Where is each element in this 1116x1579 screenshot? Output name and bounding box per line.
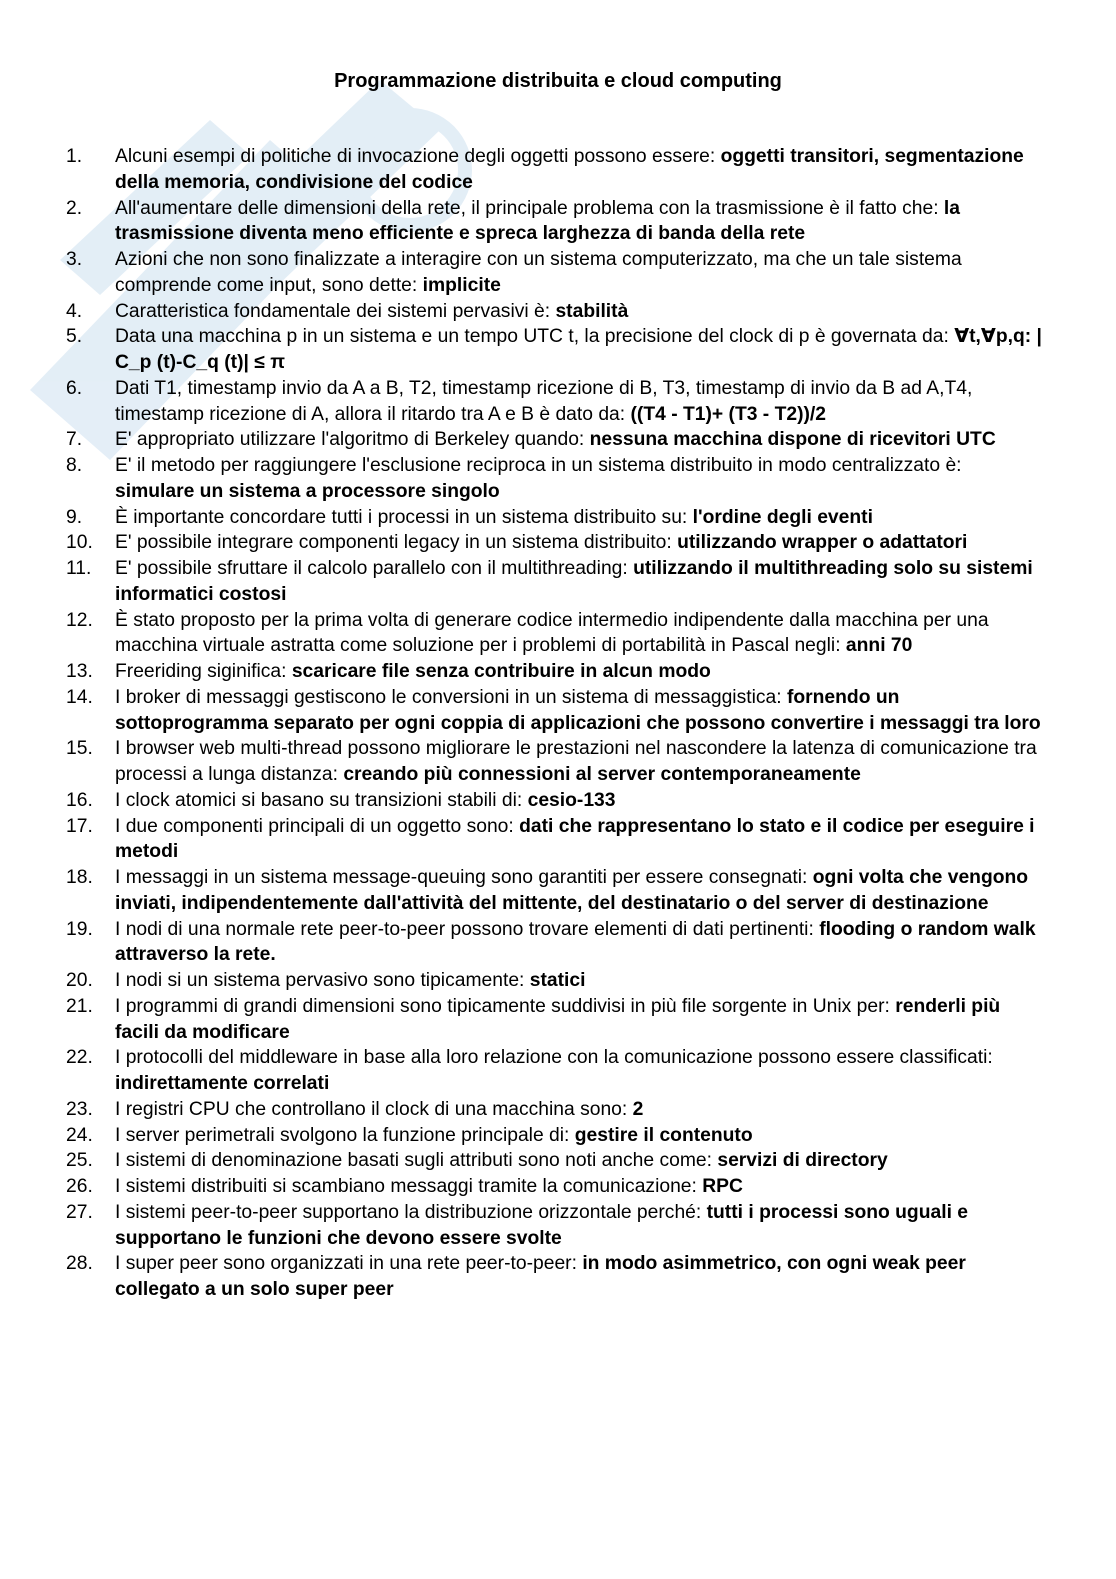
question-text: All'aumentare delle dimensioni della rete, il principale problema con la trasmissione è il fatto che: xyxy=(115,197,939,219)
question-number: 23. xyxy=(66,1098,93,1120)
answer-text: implicite xyxy=(422,274,501,296)
question-text: Freeriding siginifica: xyxy=(115,661,287,682)
question-item xyxy=(0,144,1116,196)
question-item xyxy=(0,556,1116,608)
question-item xyxy=(0,814,1116,866)
answer-text: fornendo un sottoprogramma separato per ogni coppia di applicazioni che possono convertire i messaggi tra loro xyxy=(115,686,1041,734)
question-text: I due componenti principali di un oggetto sono: xyxy=(115,815,514,837)
answer-text: flooding o random walk attraverso la rete. xyxy=(115,918,1036,966)
question-text: I sistemi distribuiti si scambiano messaggi tramite la comunicazione: xyxy=(115,1176,697,1197)
question-text: I broker di messaggi gestiscono le conversioni in un sistema di messaggistica: xyxy=(115,686,782,708)
question-text: E' possibile sfruttare il calcolo parallelo con il multithreading: xyxy=(115,558,628,579)
question-text: È importante concordare tutti i processi in un sistema distribuito su: xyxy=(115,506,688,528)
question-item xyxy=(0,1097,1116,1123)
answer-text: ((T4 - T1)+ (T3 - T2))/2 xyxy=(630,403,827,425)
question-item xyxy=(0,917,1116,969)
question-item xyxy=(0,247,1116,299)
answer-text: anni 70 xyxy=(845,635,913,657)
question-text: I clock atomici si basano su transizioni stabili di: xyxy=(115,789,523,811)
answer-text: renderli più facili da modificare xyxy=(115,995,1001,1043)
answer-text: cesio-133 xyxy=(527,789,616,811)
question-item xyxy=(0,994,1116,1046)
question-number: 4. xyxy=(66,300,83,322)
question-item xyxy=(0,299,1116,325)
question-number: 13. xyxy=(66,661,93,682)
question-item xyxy=(0,324,1116,376)
question-item xyxy=(0,608,1116,660)
answer-text: ∀t,∀p,q: | C_p (t)-C_q (t)| ≤ π xyxy=(115,326,1042,373)
question-item xyxy=(0,505,1116,531)
question-number: 27. xyxy=(66,1201,93,1223)
question-number: 6. xyxy=(66,377,83,399)
page-title: Programmazione distribuita e cloud computing xyxy=(334,70,782,92)
question-number: 9. xyxy=(66,506,83,528)
question-number: 24. xyxy=(66,1124,93,1146)
answer-text: RPC xyxy=(702,1176,743,1197)
question-text: I nodi si un sistema pervasivo sono tipicamente: xyxy=(115,970,525,991)
question-number: 11. xyxy=(66,558,92,579)
question-number: 18. xyxy=(66,867,93,888)
question-item xyxy=(0,1174,1116,1200)
answer-text: oggetti transitori, segmentazione della memoria, condivisione del codice xyxy=(115,146,1024,193)
question-list xyxy=(0,144,1116,1303)
question-item xyxy=(0,1148,1116,1174)
answer-text: nessuna macchina dispone di ricevitori UTC xyxy=(589,429,996,451)
answer-text: l'ordine degli eventi xyxy=(692,506,873,528)
answer-text: in modo asimmetrico, con ogni weak peer collegato a un solo super peer xyxy=(115,1253,966,1300)
question-number: 21. xyxy=(66,995,93,1017)
answer-text: stabilità xyxy=(555,300,629,322)
question-text: I protocolli del middleware in base alla loro relazione con la comunicazione possono essere classificati: xyxy=(115,1047,993,1069)
question-item xyxy=(0,1045,1116,1097)
answer-text: 2 xyxy=(632,1098,644,1120)
question-text: I messaggi in un sistema message-queuing sono garantiti per essere consegnati: xyxy=(115,867,808,888)
answer-text: indirettamente correlati xyxy=(115,1073,330,1094)
question-item xyxy=(0,196,1116,248)
question-item xyxy=(0,1123,1116,1149)
question-text: Data una macchina p in un sistema e un tempo UTC t, la precisione del clock di p è governata da: xyxy=(115,326,949,348)
question-number: 16. xyxy=(66,789,93,811)
question-number: 28. xyxy=(66,1253,93,1275)
question-number: 8. xyxy=(66,455,83,476)
question-text: È stato proposto per la prima volta di generare codice intermedio indipendente dalla macchina per una macchina virtuale astratta come soluzione per i problemi di portabilità in Pascal negli: xyxy=(115,609,989,657)
question-text: E' il metodo per raggiungere l'esclusione reciproca in un sistema distribuito in modo centralizzato è: xyxy=(115,455,962,476)
question-text: E' possibile integrare componenti legacy in un sistema distribuito: xyxy=(115,532,672,554)
question-number: 15. xyxy=(66,738,93,760)
question-item xyxy=(0,1251,1116,1303)
question-number: 1. xyxy=(66,146,83,167)
question-text: I sistemi di denominazione basati sugli attributi sono noti anche come: xyxy=(115,1150,712,1172)
question-number: 12. xyxy=(66,609,93,631)
question-number: 7. xyxy=(66,429,83,451)
answer-text: scaricare file senza contribuire in alcun modo xyxy=(291,661,711,682)
question-text: I sistemi peer-to-peer supportano la distribuzione orizzontale perché: xyxy=(115,1201,702,1223)
question-text: I browser web multi-thread possono migliorare le prestazioni nel nascondere la latenza di comunicazione tra processi a lunga distanza: xyxy=(115,738,1037,785)
question-item xyxy=(0,736,1116,788)
question-number: 2. xyxy=(66,197,83,219)
question-number: 10. xyxy=(66,532,93,554)
question-text: Dati T1, timestamp invio da A a B, T2, timestamp ricezione di B, T3, timestamp di invio da B ad A,T4, timestamp ricezione di A, allora il ritardo tra A e B è dato da: xyxy=(115,377,973,425)
question-item xyxy=(0,865,1116,917)
question-text: I super peer sono organizzati in una rete peer-to-peer: xyxy=(115,1253,577,1275)
question-item xyxy=(0,376,1116,428)
answer-text: gestire il contenuto xyxy=(574,1124,753,1146)
question-number: 22. xyxy=(66,1047,93,1069)
question-number: 3. xyxy=(66,249,83,270)
question-item xyxy=(0,685,1116,737)
question-item xyxy=(0,788,1116,814)
question-item xyxy=(0,1200,1116,1252)
question-text: E' appropriato utilizzare l'algoritmo di Berkeley quando: xyxy=(115,429,585,451)
answer-text: creando più connessioni al server contemporaneamente xyxy=(343,764,861,785)
question-text: Azioni che non sono finalizzate a interagire con un sistema computerizzato, ma che un tale sistema comprende come input, sono dette: xyxy=(115,249,962,296)
answer-text: simulare un sistema a processore singolo xyxy=(115,480,500,502)
question-item xyxy=(0,427,1116,453)
answer-text: dati che rappresentano lo stato e il codice per eseguire i metodi xyxy=(115,815,1035,863)
answer-text: la trasmissione diventa meno efficiente e spreca larghezza di banda della rete xyxy=(115,197,961,245)
question-number: 26. xyxy=(66,1176,93,1197)
question-text: Alcuni esempi di politiche di invocazione degli oggetti possono essere: xyxy=(115,146,716,167)
answer-text: ogni volta che vengono inviati, indipendentemente dall'attività del mittente, del destinatario o del server di destinazione xyxy=(115,867,1029,914)
answer-text: utilizzando il multithreading solo su sistemi informatici costosi xyxy=(115,558,1033,605)
answer-text: statici xyxy=(529,970,586,991)
question-text: I nodi di una normale rete peer-to-peer possono trovare elementi di dati pertinenti: xyxy=(115,918,814,940)
question-item xyxy=(0,453,1116,505)
answer-text: utilizzando wrapper o adattatori xyxy=(677,532,968,554)
question-text: I registri CPU che controllano il clock di una macchina sono: xyxy=(115,1098,628,1120)
question-text: I server perimetrali svolgono la funzione principale di: xyxy=(115,1124,570,1146)
question-item xyxy=(0,530,1116,556)
question-item xyxy=(0,968,1116,994)
question-number: 14. xyxy=(66,686,93,708)
answer-text: servizi di directory xyxy=(717,1150,888,1172)
question-number: 25. xyxy=(66,1150,93,1172)
question-item xyxy=(0,659,1116,685)
answer-text: tutti i processi sono uguali e supportano le funzioni che devono essere svolte xyxy=(115,1201,969,1249)
question-number: 19. xyxy=(66,918,93,940)
question-number: 17. xyxy=(66,815,93,837)
question-number: 20. xyxy=(66,970,93,991)
question-text: I programmi di grandi dimensioni sono tipicamente suddivisi in più file sorgente in Unix per: xyxy=(115,995,890,1017)
question-number: 5. xyxy=(66,326,83,348)
question-text: Caratteristica fondamentale dei sistemi pervasivi è: xyxy=(115,300,551,322)
